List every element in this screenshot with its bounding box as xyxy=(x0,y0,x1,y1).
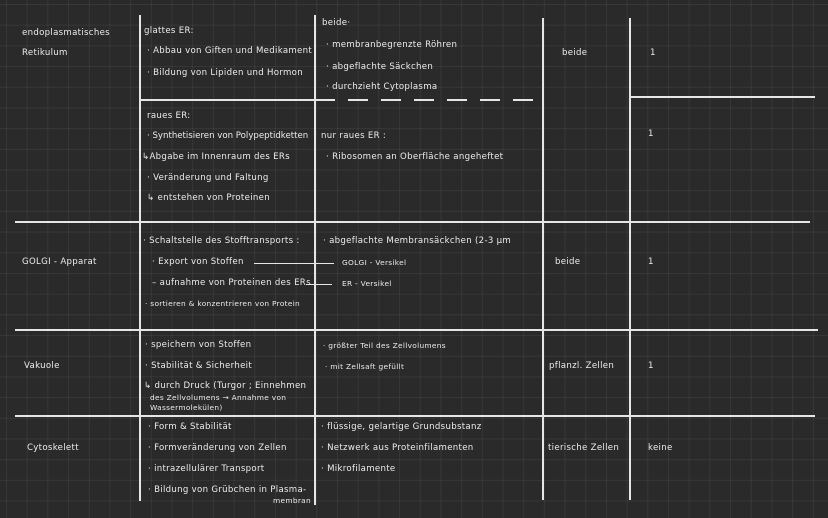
organelle-name: Cytoskelett xyxy=(27,443,79,453)
row-divider xyxy=(15,221,810,223)
row-divider xyxy=(140,99,315,101)
function-item: · Schaltstelle des Stofftransports : xyxy=(143,236,300,246)
function-item: · Veränderung und Faltung xyxy=(147,173,269,183)
count: 1 xyxy=(650,48,656,58)
row-divider xyxy=(629,96,815,98)
function-item: membran xyxy=(273,496,311,505)
function-item: · speichern von Stoffen xyxy=(145,340,252,350)
structure-item: · Mikrofilamente xyxy=(321,464,396,474)
structure-item: · durchzieht Cytoplasma xyxy=(326,82,438,92)
function-item: · Form & Stabilität xyxy=(148,422,232,432)
rough-er-heading: raues ER: xyxy=(147,111,191,121)
function-item: Wassermolekülen) xyxy=(150,403,223,412)
row-divider xyxy=(15,329,818,331)
organelle-name: Retikulum xyxy=(22,48,68,58)
occurrence: beide xyxy=(562,48,588,58)
function-item: · Bildung von Grübchen in Plasma- xyxy=(148,485,307,495)
occurrence: tierische Zellen xyxy=(548,443,620,453)
function-item: ↳Abgabe im Innenraum des ERs xyxy=(142,152,290,162)
count: 1 xyxy=(648,257,654,267)
structure-item: ER - Versikel xyxy=(342,279,392,288)
function-item: · Bildung von Lipiden und Hormon xyxy=(147,68,303,78)
connector-line xyxy=(254,263,334,264)
column-divider xyxy=(139,15,141,501)
organelle-name: GOLGI - Apparat xyxy=(22,257,97,267)
function-item: · sortieren & konzentrieren von Protein xyxy=(145,299,301,308)
structure-item: · flüssige, gelartige Grundsubstanz xyxy=(321,422,482,432)
both-heading: beide· xyxy=(322,18,351,28)
row-divider-dashed xyxy=(315,99,542,101)
column-divider xyxy=(314,15,316,505)
organelle-name: endoplasmatisches xyxy=(22,28,110,38)
function-item: · Synthetisieren von Polypeptidketten xyxy=(147,131,309,141)
organelle-name: Vakuole xyxy=(24,361,60,371)
function-item: · Export von Stoffen xyxy=(152,257,244,267)
function-item: · Formveränderung von Zellen xyxy=(148,443,287,453)
structure-item: · Ribosomen an Oberfläche angeheftet xyxy=(326,152,504,162)
rough-only-heading: nur raues ER : xyxy=(321,131,387,141)
occurrence: pflanzl. Zellen xyxy=(549,361,615,371)
structure-item: · größter Teil des Zellvolumens xyxy=(323,341,446,350)
function-item: ↳ durch Druck (Turgor ; Einnehmen xyxy=(144,381,307,391)
count: keine xyxy=(648,443,673,453)
function-item: ↳ entstehen von Proteinen xyxy=(147,193,270,203)
structure-item: · abgeflachte Membransäckchen (2-3 µm xyxy=(323,236,512,246)
occurrence: beide xyxy=(555,257,581,267)
function-item: des Zellvolumens → Annahme von xyxy=(150,393,287,402)
column-divider xyxy=(542,18,544,500)
function-item: · intrazellulärer Transport xyxy=(148,464,265,474)
function-item: – aufnahme von Proteinen des ERs xyxy=(152,278,311,288)
structure-item: · mit Zellsaft gefüllt xyxy=(325,362,405,371)
count: 1 xyxy=(648,129,654,139)
structure-item: · abgeflachte Säckchen xyxy=(326,62,434,72)
column-divider xyxy=(629,18,631,500)
count: 1 xyxy=(648,361,654,371)
row-divider xyxy=(15,415,815,417)
function-item: · Abbau von Giften und Medikament xyxy=(147,46,313,56)
function-item: · Stabilität & Sicherheit xyxy=(145,361,253,371)
structure-item: · membranbegrenzte Röhren xyxy=(326,40,458,50)
structure-item: · Netzwerk aus Proteinfilamenten xyxy=(321,443,474,453)
smooth-er-heading: glattes ER: xyxy=(144,26,194,36)
structure-item: GOLGI - Versikel xyxy=(342,258,407,267)
